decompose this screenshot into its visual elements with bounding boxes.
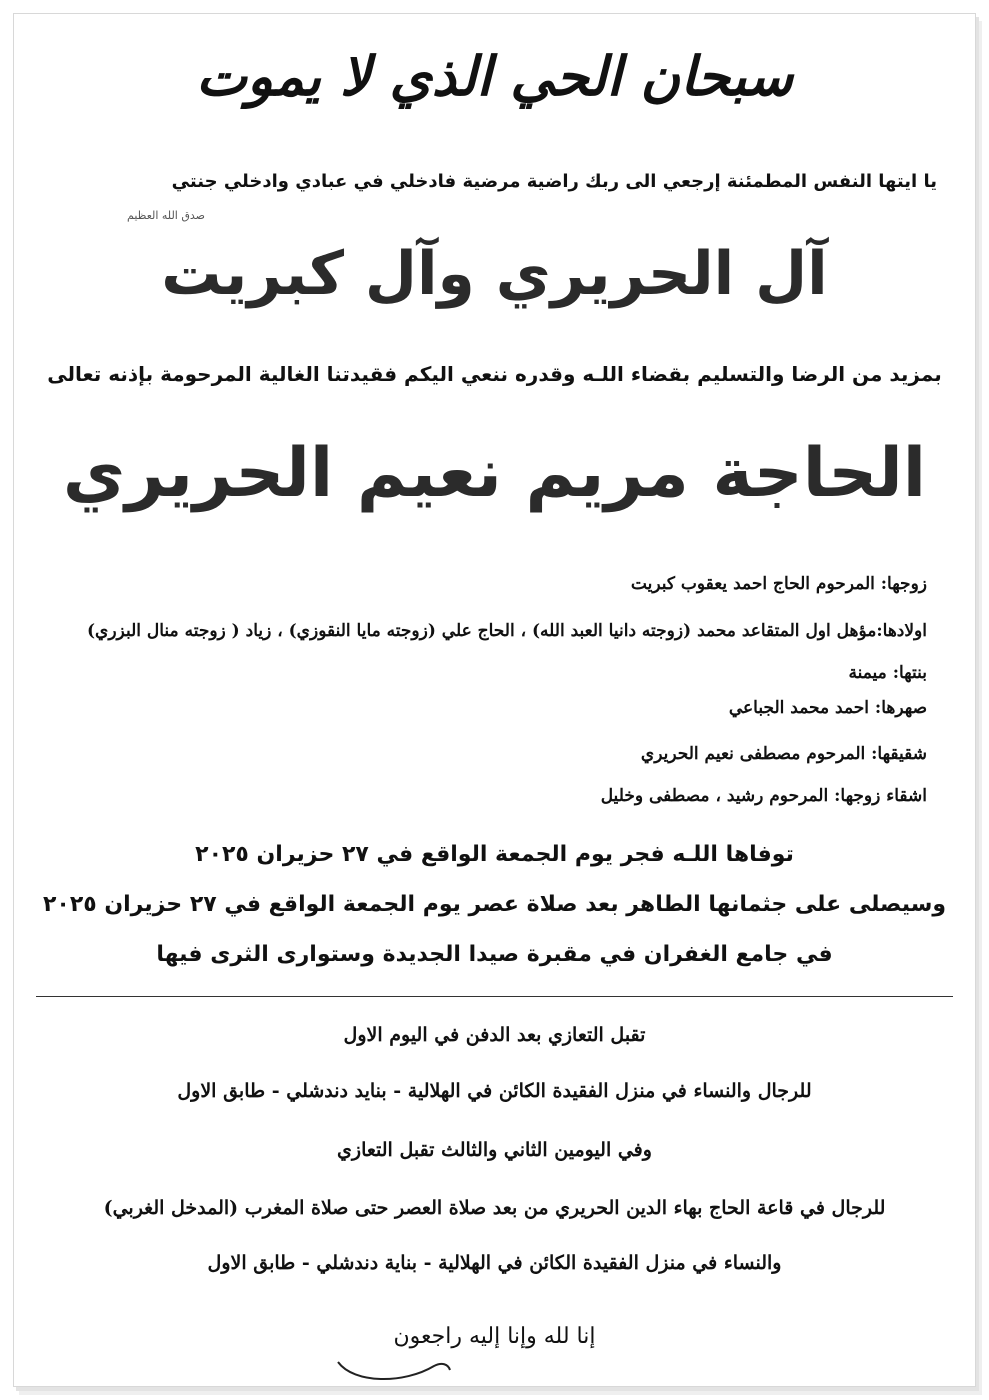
condolences-line-5: والنساء في منزل الفقيدة الكائن في الهلالية - بناية دندشلي - طابق الاول: [207, 1252, 782, 1274]
death-date-line: توفاها اللـه فجر يوم الجمعة الواقع في ٢٧ حزيران ٢٠٢٥: [195, 842, 794, 867]
obituary-notice: [13, 13, 976, 1387]
relative-sons: اولادها:مؤهل اول المتقاعد محمد (زوجته دانيا العبد الله) ، الحاج علي (زوجته مايا النقوزي) ، زياد ( زوجته منال البزري): [87, 621, 927, 641]
relative-husband-brothers: اشقاء زوجها: المرحوم رشيد ، مصطفى وخليل: [600, 786, 927, 806]
condolences-line-2: للرجال والنساء في منزل الفقيدة الكائن في الهلالية - بنايد دندشلي - طابق الاول: [177, 1080, 812, 1102]
relative-brother: شقيقها: المرحوم مصطفى نعيم الحريري: [640, 744, 927, 764]
calligraphy-header: سبحان الحي الذي لا يموت: [196, 44, 793, 108]
relative-husband: زوجها: المرحوم الحاج احمد يعقوب كبريت: [630, 574, 927, 594]
verse-reference: صدق الله العظيم: [127, 209, 205, 222]
quran-verse: يا ايتها النفس المطمئنة إرجعي الى ربك راضية مرضية فادخلي في عبادي وادخلي جنتي: [171, 171, 937, 192]
condolences-line-3: وفي اليومين الثاني والثالث تقبل التعازي: [337, 1139, 652, 1161]
relative-son-in-law: صهرها: احمد محمد الجباعي: [728, 698, 927, 718]
funeral-prayer-line: وسيصلى على جثمانها الطاهر بعد صلاة عصر يوم الجمعة الواقع في ٢٧ حزيران ٢٠٢٥: [42, 892, 947, 917]
announcement-intro: بمزيد من الرضا والتسليم بقضاء اللـه وقدره ننعي اليكم فقيدتنا الغالية المرحومة بإذنه تعالى: [47, 362, 942, 386]
condolences-line-1: تقبل التعازي بعد الدفن في اليوم الاول: [343, 1024, 646, 1046]
section-divider: [36, 996, 953, 997]
families-title: آل الحريري وآل كبريت: [161, 239, 828, 309]
burial-place-line: في جامع الغفران في مقبرة صيدا الجديدة وستوارى الثرى فيها: [156, 942, 833, 967]
flourish-ornament: [334, 1354, 454, 1384]
condolences-line-4: للرجال في قاعة الحاج بهاء الدين الحريري من بعد صلاة العصر حتى صلاة المغرب (المدخل الغربي): [103, 1197, 886, 1219]
deceased-name: الحاجة مريم نعيم الحريري: [62, 434, 927, 513]
closing-verse: إنا لله وإنا إليه راجعون: [393, 1324, 596, 1349]
relative-daughter: بنتها: ميمنة: [848, 663, 927, 683]
